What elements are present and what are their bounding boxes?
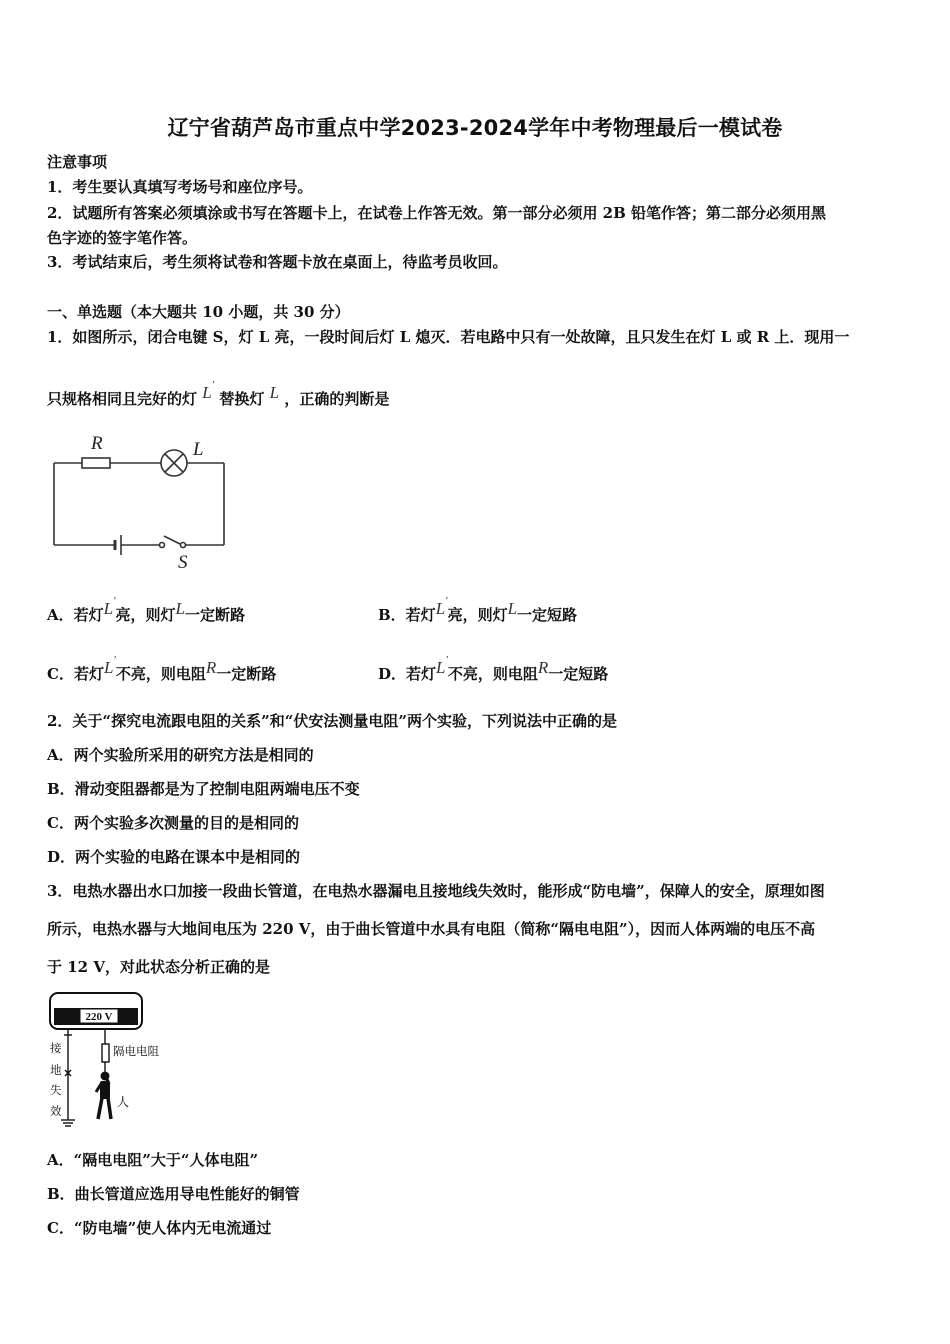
section-heading: 一、单选题（本大题共 10 小题，共 30 分）	[47, 303, 350, 321]
q3-stem-line3: 于 12 V，对此状态分析正确的是	[47, 958, 270, 976]
q1-option-d: D．若灯L′不亮，则电阻R一定短路	[378, 654, 609, 683]
ground-label-char: 效	[50, 1106, 62, 1118]
notice-item: 1．考生要认真填写考场号和座位序号。	[47, 178, 313, 196]
notice-item: 色字迹的签字笔作答。	[47, 229, 198, 247]
text-run: ，正确的判断是	[284, 390, 390, 408]
isolation-resistor	[102, 1044, 109, 1062]
ground-label-char: 接	[50, 1043, 62, 1055]
voltage-label: 220 V	[85, 1011, 113, 1023]
ground-label-char: 失	[50, 1085, 62, 1097]
notice-item: 2．试题所有答案必须填涂或书写在答题卡上，在试卷上作答无效。第一部分必须用 2B 铅笔作答；第二部分必须用黑	[47, 204, 827, 222]
q3-stem-line1: 3．电热水器出水口加接一段曲长管道，在电热水器漏电且接地线失效时，能形成“防电墙”，保障人的安全，原理如图	[47, 882, 825, 900]
q1-option-b: B．若灯L′亮，则灯L一定短路	[378, 595, 578, 624]
q2-option-c: C．两个实验多次测量的目的是相同的	[47, 814, 299, 832]
person-label: 人	[117, 1095, 130, 1109]
q1-option-a: A．若灯L′亮，则灯L一定断路	[47, 595, 246, 624]
q1-stem-line2	[47, 379, 390, 411]
resistor-symbol	[82, 458, 110, 468]
symbol-L-prime: L′	[202, 379, 215, 402]
switch-contact	[181, 543, 186, 548]
text-run: 替换灯	[219, 390, 265, 408]
notice-item: 3．考试结束后，考生须将试卷和答题卡放在桌面上，待监考员收回。	[47, 253, 508, 271]
switch-contact	[160, 543, 165, 548]
label-S: S	[178, 552, 188, 573]
text-run: 只规格相同且完好的灯	[47, 390, 198, 408]
q3-option-b: B．曲长管道应选用导电性能好的铜管	[47, 1185, 300, 1203]
ground-label-char: 地	[50, 1065, 62, 1077]
q2-option-b: B．滑动变阻器都是为了控制电阻两端电压不变	[47, 780, 360, 798]
symbol-L: L	[269, 383, 280, 402]
q2-stem: 2．关于“探究电流跟电阻的关系”和“伏安法测量电阻”两个实验，下列说法中正确的是	[47, 712, 617, 730]
label-R: R	[91, 433, 103, 454]
water-heater-diagram	[44, 988, 194, 1136]
q3-option-a: A．“隔电电阻”大于“人体电阻”	[47, 1151, 259, 1169]
label-L: L	[193, 439, 204, 460]
q1-stem-line1: 1．如图所示，闭合电键 S，灯 L 亮，一段时间后灯 L 熄灭．若电路中只有一处故障，且只发生在灯 L 或 R 上．现用一	[47, 328, 850, 346]
person-figure	[96, 1072, 111, 1120]
resistor-label: 隔电电阻	[113, 1046, 159, 1058]
q3-stem-line2: 所示，电热水器与大地间电压为 220 V，由于曲长管道中水具有电阻（简称“隔电电阻”），因而人体两端的电压不高	[47, 920, 816, 938]
q2-option-a: A．两个实验所采用的研究方法是相同的	[47, 746, 314, 764]
switch-arm	[164, 536, 180, 544]
q2-option-d: D．两个实验的电路在课本中是相同的	[47, 848, 301, 866]
q3-option-c: C．“防电墙”使人体内无电流通过	[47, 1219, 272, 1237]
notice-heading: 注意事项	[47, 153, 108, 171]
page-title: 辽宁省葫芦岛市重点中学2023-2024学年中考物理最后一模试卷	[167, 116, 783, 140]
q1-option-c: C．若灯L′不亮，则电阻R一定断路	[47, 654, 277, 683]
circuit-diagram	[46, 428, 246, 578]
